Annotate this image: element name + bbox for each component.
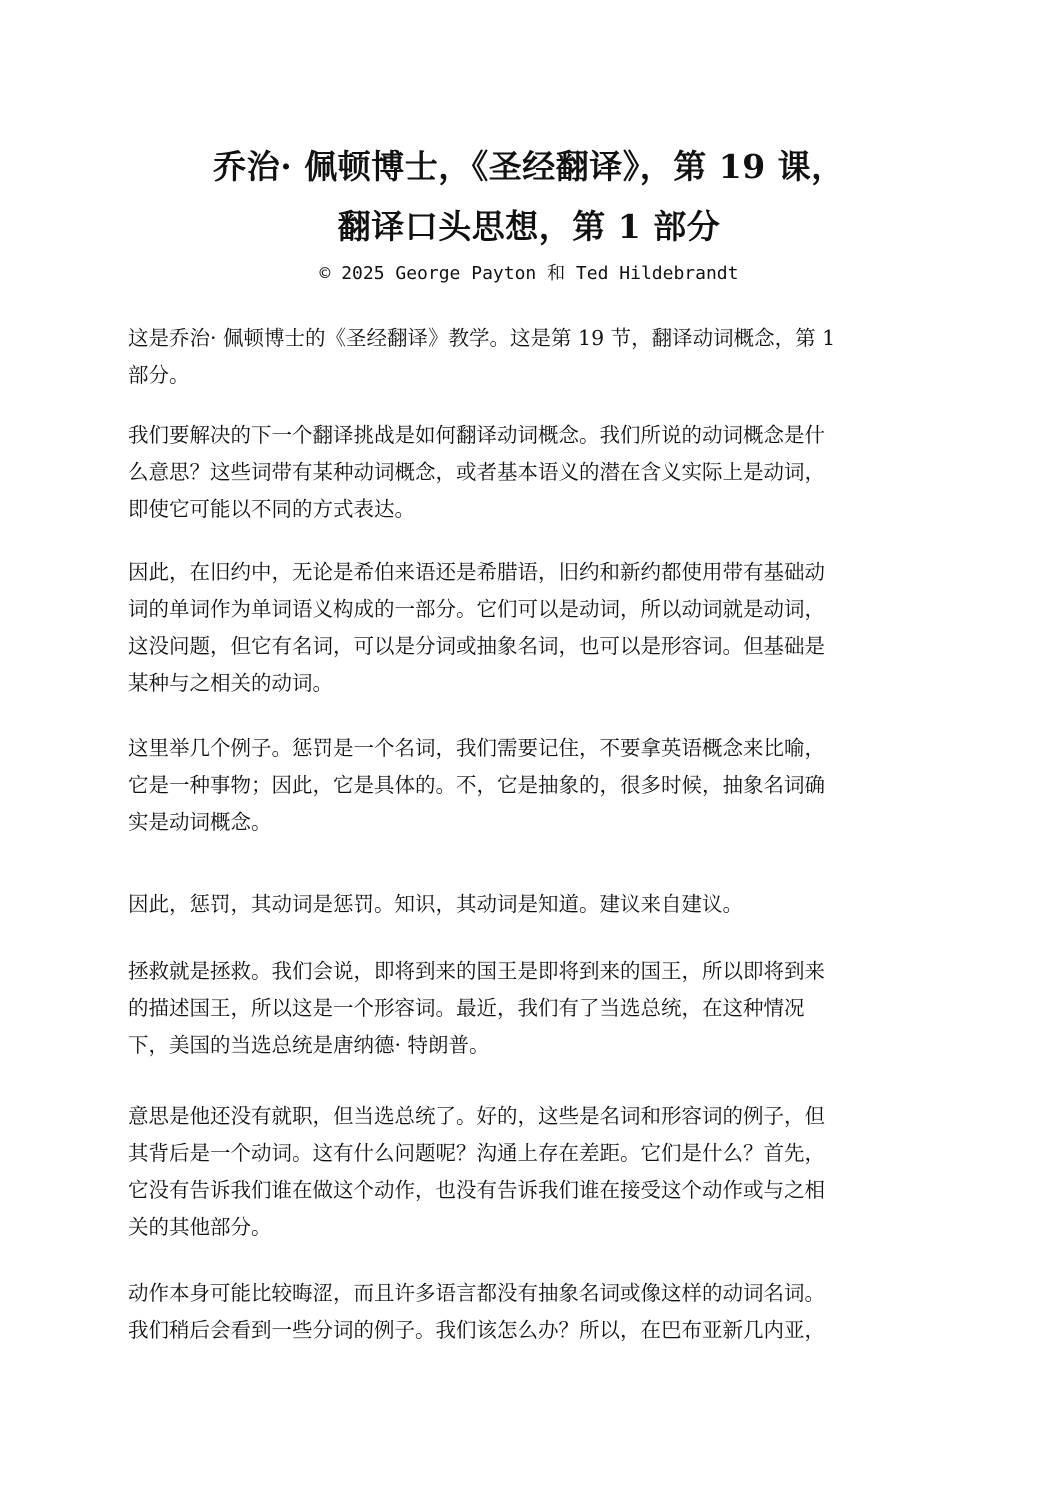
title-line-1: 乔治· 佩顿博士，《圣经翻译》，第 19 课，: [213, 147, 845, 186]
text-line: 下，美国的当选总统是唐纳德· 特朗普。: [128, 1033, 490, 1057]
text-line: 它没有告诉我们谁在做这个动作，也没有告诉我们谁在接受这个动作或与之相: [128, 1178, 825, 1202]
text-line: 这没问题，但它有名词，可以是分词或抽象名词，也可以是形容词。但基础是: [128, 634, 825, 658]
text-line: 我们要解决的下一个翻译挑战是如何翻译动词概念。我们所说的动词概念是什: [128, 423, 825, 447]
text-line: 关的其他部分。: [128, 1215, 272, 1239]
text-line: 其背后是一个动词。这有什么问题呢？沟通上存在差距。它们是什么？首先，: [128, 1141, 825, 1165]
text-line: 它是一种事物；因此，它是具体的。不，它是抽象的，很多时候，抽象名词确: [128, 773, 825, 797]
text-line: 因此，在旧约中，无论是希伯来语还是希腊语，旧约和新约都使用带有基础动: [128, 560, 825, 584]
text-line: 实是动词概念。: [128, 810, 272, 834]
text-line: 拯救就是拯救。我们会说，即将到来的国王是即将到来的国王，所以即将到来: [128, 959, 825, 983]
paragraph: [128, 1098, 930, 1246]
copyright-line: © 2025 George Payton 和 Ted Hildebrandt: [319, 263, 739, 284]
paragraph: [128, 886, 930, 923]
text-line: 部分。: [128, 363, 190, 387]
text-line: 我们稍后会看到一些分词的例子。我们该怎么办？所以，在巴布亚新几内亚，: [128, 1318, 825, 1342]
paragraph: [128, 417, 930, 528]
text-line: 即使它可能以不同的方式表达。: [128, 497, 415, 521]
title-line-2: 翻译口头思想，第 1 部分: [337, 207, 721, 246]
text-line: 意思是他还没有就职，但当选总统了。好的，这些是名词和形容词的例子，但: [128, 1104, 825, 1128]
text-line: 这里举几个例子。惩罚是一个名词，我们需要记住，不要拿英语概念来比喻，: [128, 736, 825, 760]
text-line: 因此，惩罚，其动词是惩罚。知识，其动词是知道。建议来自建议。: [128, 892, 743, 916]
text-line: 动作本身可能比较晦涩，而且许多语言都没有抽象名词或像这样的动词名词。: [128, 1281, 825, 1305]
paragraph: [128, 730, 930, 841]
paragraph: [128, 953, 930, 1064]
text-line: 这是乔治· 佩顿博士的《圣经翻译》教学。这是第 19 节，翻译动词概念，第 1: [128, 326, 836, 350]
paragraph: [128, 554, 930, 702]
paragraph: [128, 1275, 930, 1349]
text-line: 么意思？这些词带有某种动词概念，或者基本语义的潜在含义实际上是动词，: [128, 460, 825, 484]
text-line: 词的单词作为单词语义构成的一部分。它们可以是动词，所以动词就是动词，: [128, 597, 825, 621]
text-line: 某种与之相关的动词。: [128, 671, 333, 695]
text-line: 的描述国王，所以这是一个形容词。最近，我们有了当选总统，在这种情况: [128, 996, 805, 1020]
paragraph: [128, 320, 930, 394]
